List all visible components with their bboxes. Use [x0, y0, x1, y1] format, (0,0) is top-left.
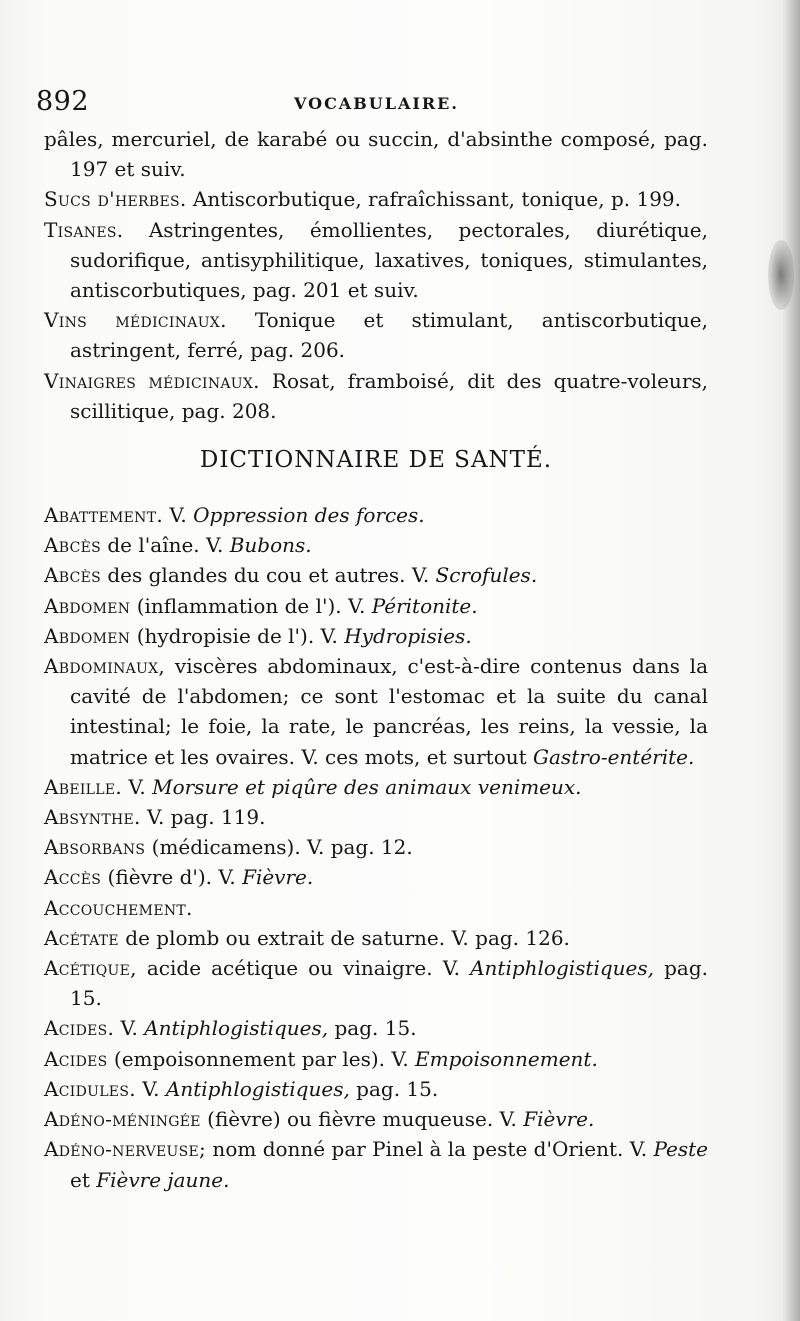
dictionary-entry [44, 651, 708, 772]
dictionary-entry [44, 591, 708, 621]
entry-text: (inflammation de l'). V. [130, 593, 372, 618]
entry-cross-reference: Fièvre. [242, 865, 314, 890]
running-title: VOCABULAIRE. [294, 94, 459, 113]
entry-term: Abdomen [44, 623, 131, 648]
dictionary-entry [44, 621, 708, 651]
entry-cross-reference: Gastro-entérite. [533, 744, 695, 769]
entry-text: de plomb ou extrait de saturne. V. pag. 126. [118, 925, 570, 950]
entry-term: Abdomen [44, 593, 131, 618]
entry-term: Acides. [44, 1016, 115, 1041]
entry-cross-reference: Empoisonnement. [415, 1046, 598, 1071]
dictionary-entry [44, 1104, 708, 1134]
entry-text: pâles, mercuriel, de karabé ou succin, d'absinthe composé, pag. 197 et suiv. [44, 127, 708, 182]
dictionary-entry [44, 500, 708, 530]
entry-text: V. [114, 1016, 145, 1041]
entry-term: Acétique, [44, 956, 137, 981]
entry-text: (empoisonnement par les). V. [107, 1046, 416, 1071]
pharmacy-entry [44, 305, 708, 365]
pharmacy-entry [44, 366, 708, 426]
entry-term: Accès [44, 865, 102, 890]
entry-text: Astringentes, émollientes, pectorales, diurétique, sudorifique, antisyphilitique, laxatives, toniques, stimulantes, antiscorbutiques, pag. 201 et suiv. [70, 217, 708, 303]
entry-text: V. [135, 1076, 166, 1101]
entry-text: Tonique et stimulant, antiscorbutique, astringent, ferré, pag. 206. [70, 308, 708, 363]
entry-text: acide acétique ou vinaigre. V. [136, 956, 471, 981]
dictionary-entry [44, 1044, 708, 1074]
entry-cross-reference: Fièvre. [523, 1107, 595, 1132]
entry-cross-reference: Antiphlogistiques, [470, 956, 655, 981]
entry-term: Acides [44, 1046, 108, 1071]
entry-term: Tisanes. [44, 217, 124, 242]
dictionary-entries [44, 500, 708, 1195]
entry-cross-reference: Péritonite. [371, 593, 478, 618]
pharmacy-entry [44, 215, 708, 306]
page-header [36, 86, 740, 118]
section-title: DICTIONNAIRE DE SANTÉ. [199, 447, 553, 474]
entry-text: des glandes du cou et autres. V. [101, 563, 436, 588]
entry-cross-reference: Peste [653, 1137, 708, 1162]
dictionary-entry [44, 772, 708, 802]
dictionary-entry [44, 893, 708, 923]
entry-term: Accouchement. [44, 895, 193, 920]
entry-text: V. [163, 503, 194, 528]
dictionary-entry [44, 1074, 708, 1104]
ink-stain [768, 240, 794, 310]
dictionary-entry [44, 1013, 708, 1043]
entry-cross-reference: Bubons. [229, 533, 312, 558]
dictionary-entry [44, 862, 708, 892]
entry-term: Absynthe. [44, 805, 141, 830]
entry-term: Acétate [44, 925, 119, 950]
entry-cross-reference: Morsure et piqûre des animaux venimeux. [152, 774, 582, 799]
entry-text: (hydropisie de l'). V. [130, 623, 345, 648]
entry-term: Vins médicinaux. [44, 308, 227, 333]
pharmacy-entry [44, 184, 708, 214]
entry-cross-reference: Antiphlogistiques, [165, 1076, 350, 1101]
entry-cross-reference: Hydropisies. [344, 623, 472, 648]
entry-text: nom donné par Pinel à la peste d'Orient. V. [206, 1137, 654, 1162]
pharmacy-entries [44, 124, 708, 426]
dictionary-entry [44, 802, 708, 832]
pharmacy-entry [44, 124, 708, 184]
entry-term: Absorbans [44, 835, 146, 860]
entry-text: de l'aîne. V. [101, 533, 230, 558]
entry-term: Abcès [44, 533, 102, 558]
entry-term: Vinaigres médicinaux. [44, 368, 260, 393]
entry-text-after: et [70, 1167, 97, 1192]
dictionary-entry [44, 923, 708, 953]
dictionary-entry [44, 953, 708, 1013]
entry-text: Antiscorbutique, rafraîchissant, tonique, p. 199. [186, 187, 682, 212]
dictionary-entry [44, 560, 708, 590]
entry-text: viscères abdominaux, c'est-à-dire contenus dans la cavité de l'abdomen; ce sont l'estomac et la suite du canal intestinal; le foie, la rate, le pancréas, les reins, la vessie, la matrice et les ovaires. V. ces mots, et surtout [70, 654, 708, 769]
entry-term: Sucs d'herbes. [44, 187, 187, 212]
dictionary-entry [44, 530, 708, 560]
page-spine-shadow [782, 0, 800, 1321]
entry-text-after: pag. 15. [70, 956, 708, 1011]
entry-cross-reference: Antiphlogistiques, [144, 1016, 329, 1041]
entry-cross-reference: Oppression des forces. [193, 503, 425, 528]
entry-text: V. pag. 119. [140, 805, 266, 830]
entry-term: Abcès [44, 563, 102, 588]
entry-term: Adéno-méningée [44, 1107, 201, 1132]
dictionary-entry [44, 1134, 708, 1194]
entry-text: (fièvre d'). V. [101, 865, 243, 890]
entry-term: Acidules. [44, 1076, 136, 1101]
entry-term: Abeille. [44, 774, 123, 799]
dictionary-entry [44, 832, 708, 862]
entry-text-after: pag. 15. [328, 1016, 417, 1041]
entry-text: Rosat, framboisé, dit des quatre-voleurs, scillitique, pag. 208. [70, 368, 708, 423]
page-body [44, 124, 708, 1195]
entry-cross-reference: Fièvre jaune. [96, 1167, 230, 1192]
entry-term: Adéno-nerveuse; [44, 1137, 207, 1162]
entry-term: Abattement. [44, 503, 164, 528]
entry-cross-reference: Scrofules. [435, 563, 538, 588]
entry-term: Abdominaux, [44, 654, 166, 679]
page-number: 892 [36, 86, 90, 117]
entry-text: (fièvre) ou fièvre muqueuse. V. [200, 1107, 524, 1132]
entry-text-after: pag. 15. [349, 1076, 439, 1101]
entry-text: V. [122, 774, 153, 799]
entry-text: (médicamens). V. pag. 12. [145, 835, 413, 860]
